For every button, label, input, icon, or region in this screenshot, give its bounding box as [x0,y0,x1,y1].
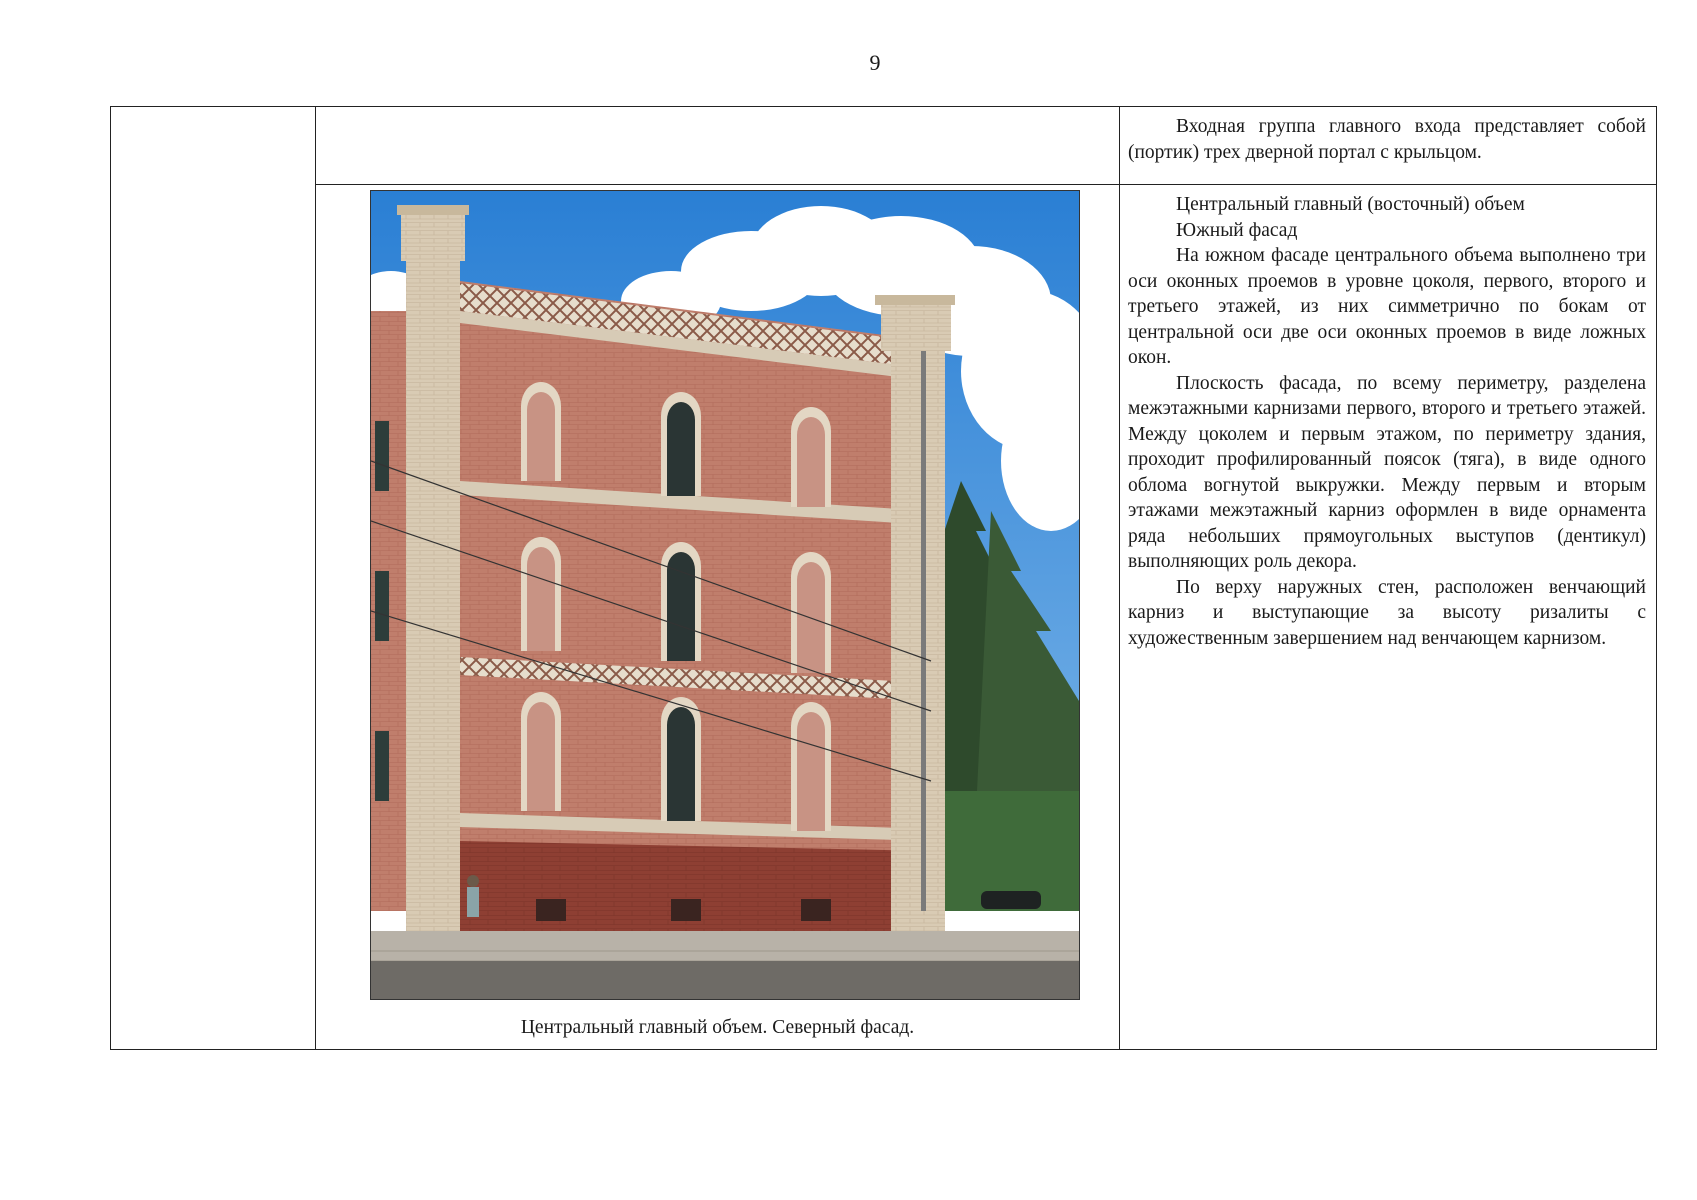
entrance-description-cell [1120,107,1657,185]
photo-caption: Центральный главный объем. Северный фасад. [520,1017,915,1038]
paragraph-1: На южном фасаде центрального объема выполнено три оси оконных проемов в уровне цоколя, первого, второго и третьего этажей, из них симметрично по бокам от центральной оси две оси оконных проемов в виде ложных окон. [1128,245,1646,368]
section-heading: Центральный главный (восточный) объем [1176,194,1525,215]
entrance-description: Входная группа главного входа представляет собой (портик) трех дверной портал с крыльцом. [1128,116,1646,163]
document-table [110,106,1657,1050]
paragraph-2: Плоскость фасада, по всему периметру, разделена межэтажными карнизами первого, второго и третьего этажей. Между цоколем и первым этажом, по периметру здания, проходит профилированный поясок (тяга), в виде одного облома вогнутой выкружки. Между первым и вторым этажами межэтажный карниз оформлен в виде орнамента ряда небольших прямоугольных выступов (дентикул) выполняющих роль декора. [1128,372,1646,572]
facade-description-cell [1120,185,1657,1050]
paragraph-3: По верху наружных стен, расположен венчающий карниз и выступающие за высоту ризалиты с художественным завершением над венчающем карнизом. [1128,576,1646,649]
table-cell-empty-left [111,107,316,1050]
photo-cell [316,185,1120,1050]
page-number: 9 [869,50,881,75]
table-cell-empty-top [316,107,1120,185]
subsection-heading: Южный фасад [1176,219,1298,241]
building-photo [370,190,1080,1000]
